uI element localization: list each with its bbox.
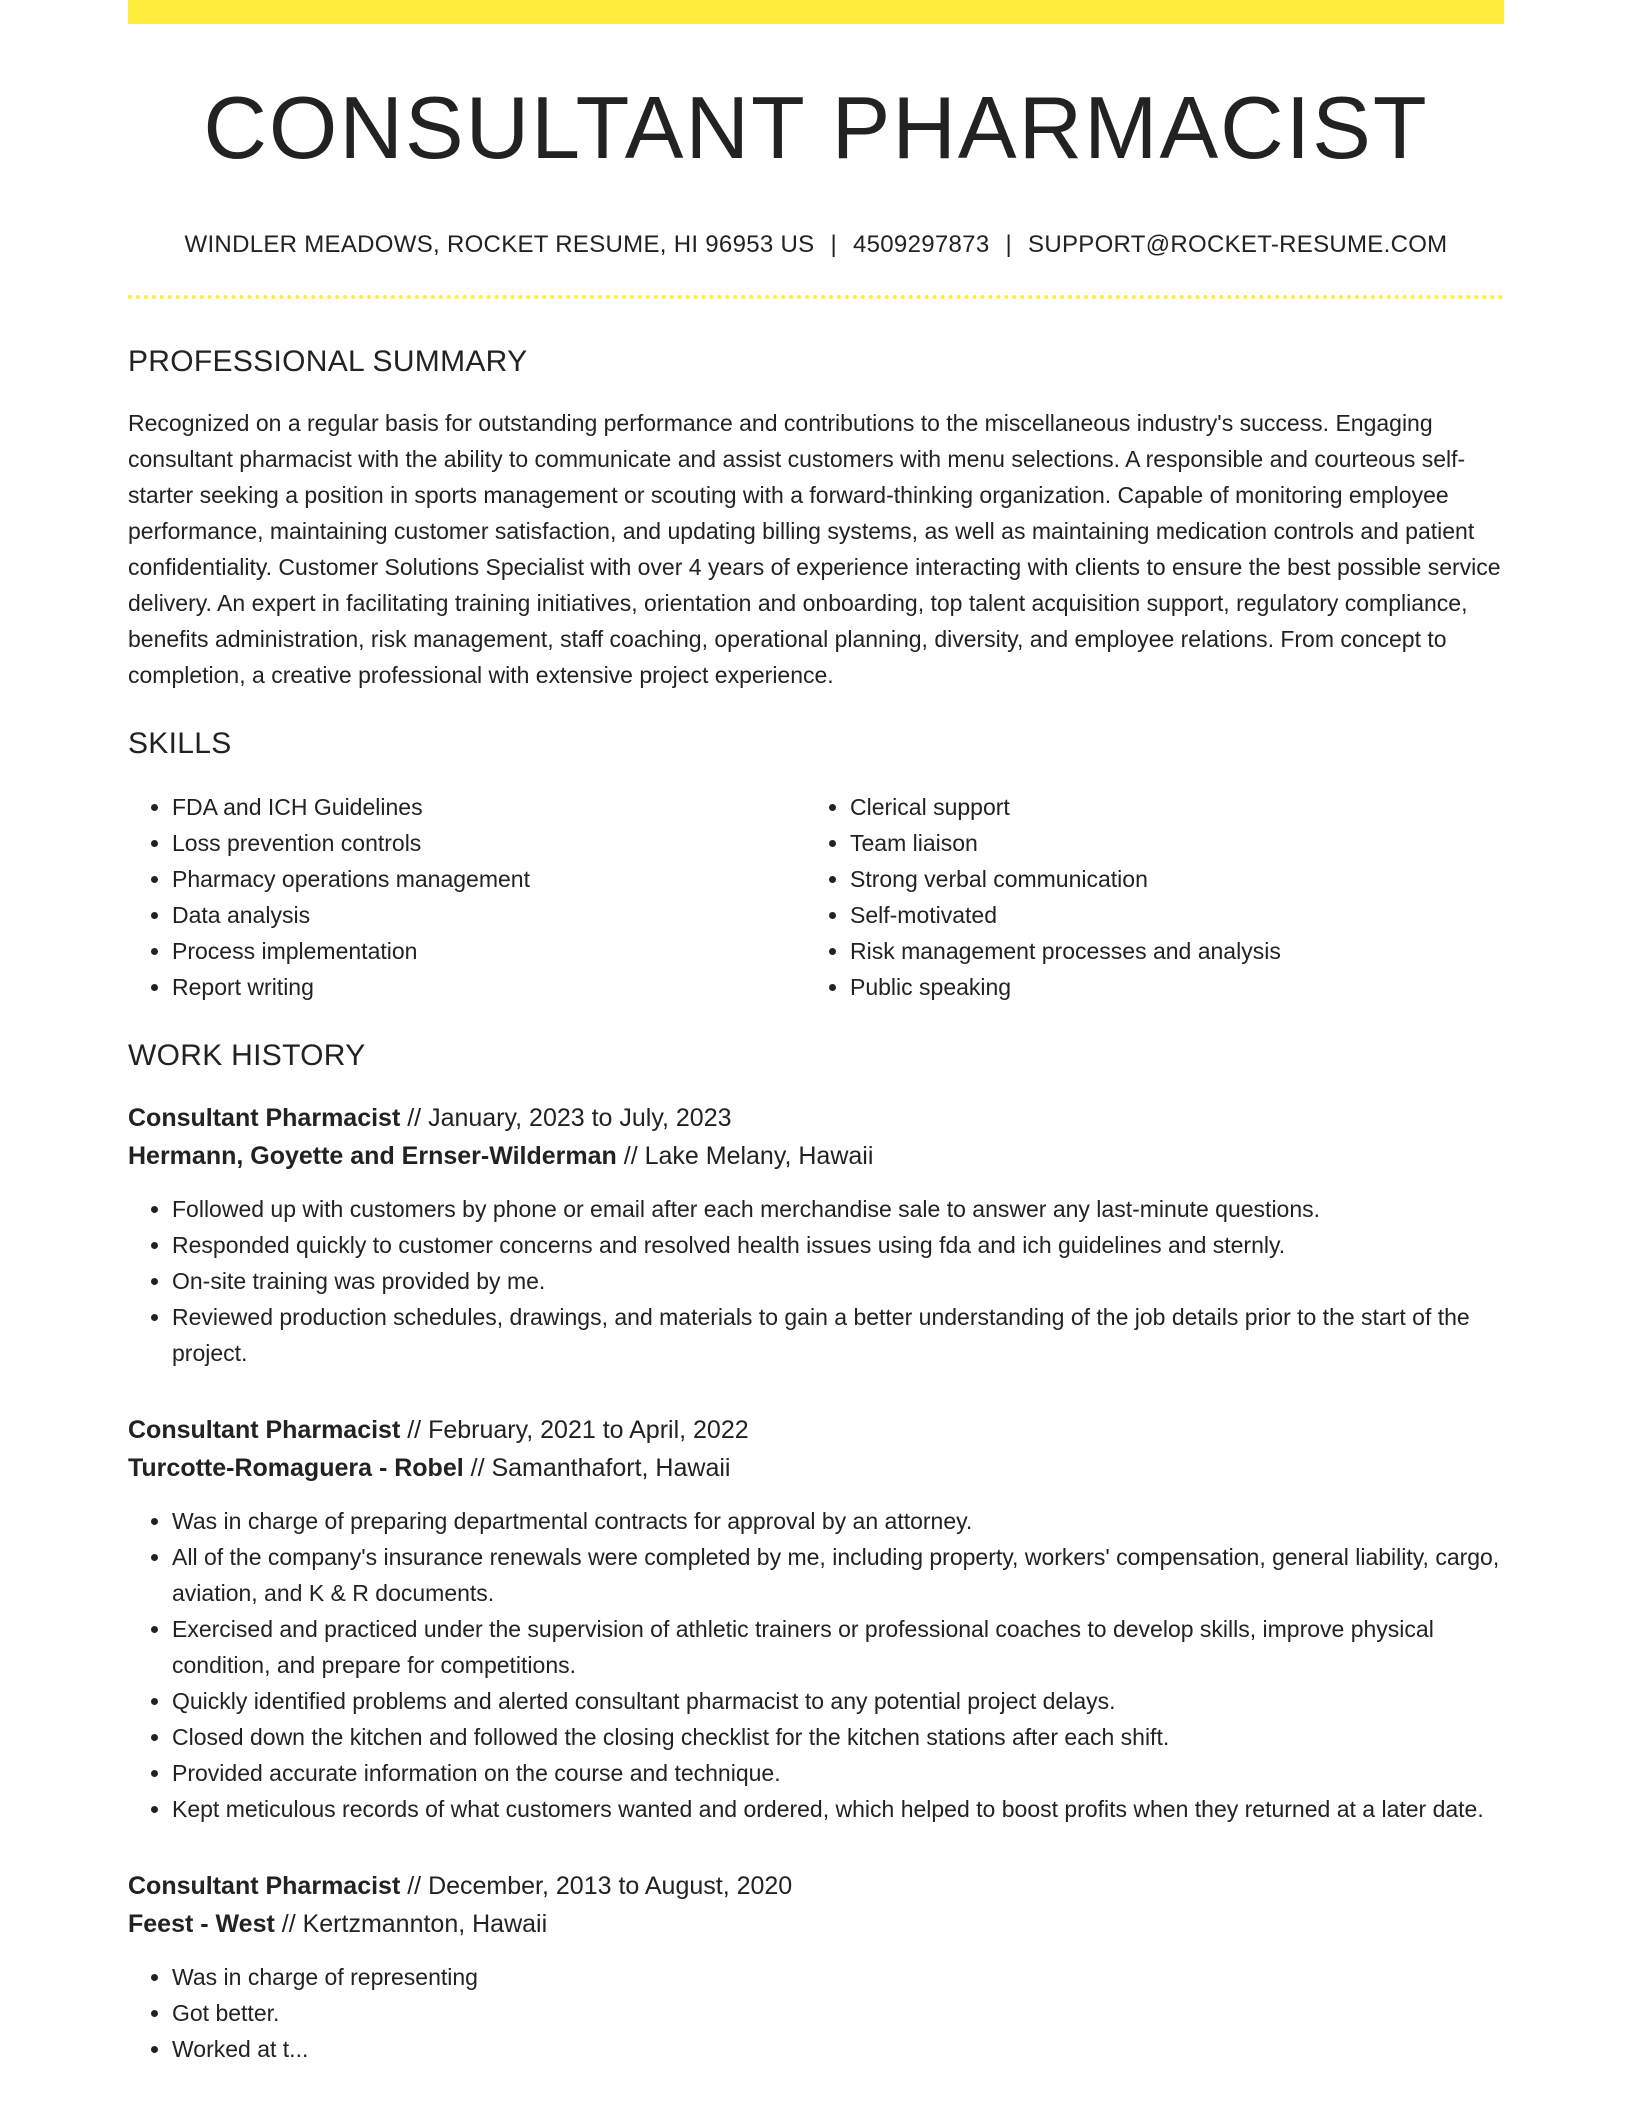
contact-address: WINDLER MEADOWS, ROCKET RESUME, HI 96953 US [184,230,815,258]
job-bullet: • All of the company's insurance renewals were completed by me, including property, workers' compensation, general liability, cargo, aviation, and K & R documents. [172,1539,1504,1611]
contact-separator: | [830,230,837,258]
contact-phone: 4509297873 [852,230,990,258]
job-role-line [128,1099,1504,1137]
job-company: Turcotte-Romaguera - Robel [128,1453,464,1482]
skill-item: • Risk management processes and analysis [850,933,1484,969]
job-bullet: • Was in charge of representing [172,1959,1504,1995]
job-role: Consultant Pharmacist [128,1871,401,1900]
job-bullet: • Provided accurate information on the course and technique. [172,1755,1504,1791]
skill-item: • Data analysis [172,897,806,933]
job-entry [128,1099,1504,1371]
job-entry [128,1411,1504,1827]
skills-column-left [128,789,806,1005]
job-company: Hermann, Goyette and Ernser-Wilderman [128,1141,617,1170]
skills-list [128,789,1504,1005]
skills-column-right [806,789,1484,1005]
skills-title: SKILLS [128,726,232,760]
accent-bar [128,0,1504,24]
job-bullet: • Worked at t... [172,2031,1504,2067]
job-role: Consultant Pharmacist [128,1415,401,1444]
job-company-line [128,1905,1504,1943]
skill-item: • Self-motivated [850,897,1484,933]
job-dates: // December, 2013 to August, 2020 [400,1871,793,1900]
job-location: // Lake Melany, Hawaii [616,1141,874,1170]
job-dates: // January, 2023 to July, 2023 [400,1103,732,1132]
job-bullet: • On-site training was provided by me. [172,1263,1504,1299]
job-company-line [128,1449,1504,1487]
contact-line [128,231,1504,259]
skill-item: • Process implementation [172,933,806,969]
skill-item: • Team liaison [850,825,1484,861]
dotted-divider [128,295,1504,299]
job-bullet: • Was in charge of preparing departmental contracts for approval by an attorney. [172,1503,1504,1539]
summary-text: Recognized on a regular basis for outstanding performance and contributions to the miscellaneous industry's success. Engaging consultant pharmacist with the ability to communicate and assist customers with menu selections. A responsible and courteous self-starter seeking a position in sports management or scouting with a forward-thinking organization. Capable of monitoring employee performance, maintaining customer satisfaction, and updating billing systems, as well as maintaining medication controls and patient confidentiality. Customer Solutions Specialist with over 4 years of experience interacting with clients to ensure the best possible service delivery. An expert in facilitating training initiatives, orientation and onboarding, top talent acquisition support, regulatory compliance, benefits administration, risk management, staff coaching, operational planning, diversity, and employee relations. From concept to completion, a creative professional with extensive project experience. [128,409,1501,688]
summary-title: PROFESSIONAL SUMMARY [128,344,528,378]
job-bullet: • Quickly identified problems and alerted consultant pharmacist to any potential project delays. [172,1683,1504,1719]
job-bullet: • Responded quickly to customer concerns and resolved health issues using fda and ich guidelines and sternly. [172,1227,1504,1263]
contact-separator: | [1005,230,1013,258]
job-bullet: • Kept meticulous records of what customers wanted and ordered, which helped to boost profits when they returned at a later date. [172,1791,1504,1827]
resume-name: CONSULTANT PHARMACIST [203,78,1429,177]
skill-item: • FDA and ICH Guidelines [172,789,806,825]
job-role: Consultant Pharmacist [128,1103,401,1132]
job-bullet: • Followed up with customers by phone or email after each merchandise sale to answer any last-minute questions. [172,1191,1504,1227]
skill-item: • Public speaking [850,969,1484,1005]
job-bullets [128,1959,1504,2067]
job-role-line [128,1411,1504,1449]
job-company-line [128,1137,1504,1175]
job-bullet: • Got better. [172,1995,1504,2031]
job-company: Feest - West [128,1909,275,1938]
skill-item: • Pharmacy operations management [172,861,806,897]
skill-item: • Report writing [172,969,806,1005]
work-history-title: WORK HISTORY [128,1038,366,1072]
job-bullet: • Reviewed production schedules, drawings, and materials to gain a better understanding of the job details prior to the start of the project. [172,1299,1504,1371]
job-dates: // February, 2021 to April, 2022 [400,1415,749,1444]
job-bullet: • Exercised and practiced under the supervision of athletic trainers or professional coaches to develop skills, improve physical condition, and prepare for competitions. [172,1611,1504,1683]
contact-email: SUPPORT@ROCKET-RESUME.COM [1028,230,1448,258]
job-bullets [128,1503,1504,1827]
skill-item: • Strong verbal communication [850,861,1484,897]
job-entry [128,1867,1504,2067]
job-bullet: • Closed down the kitchen and followed the closing checklist for the kitchen stations after each shift. [172,1719,1504,1755]
skill-item: • Clerical support [850,789,1484,825]
job-location: // Samanthafort, Hawaii [463,1453,731,1482]
job-bullets [128,1191,1504,1371]
resume-content [128,24,1504,2067]
job-role-line [128,1867,1504,1905]
skill-item: • Loss prevention controls [172,825,806,861]
job-location: // Kertzmannton, Hawaii [274,1909,548,1938]
